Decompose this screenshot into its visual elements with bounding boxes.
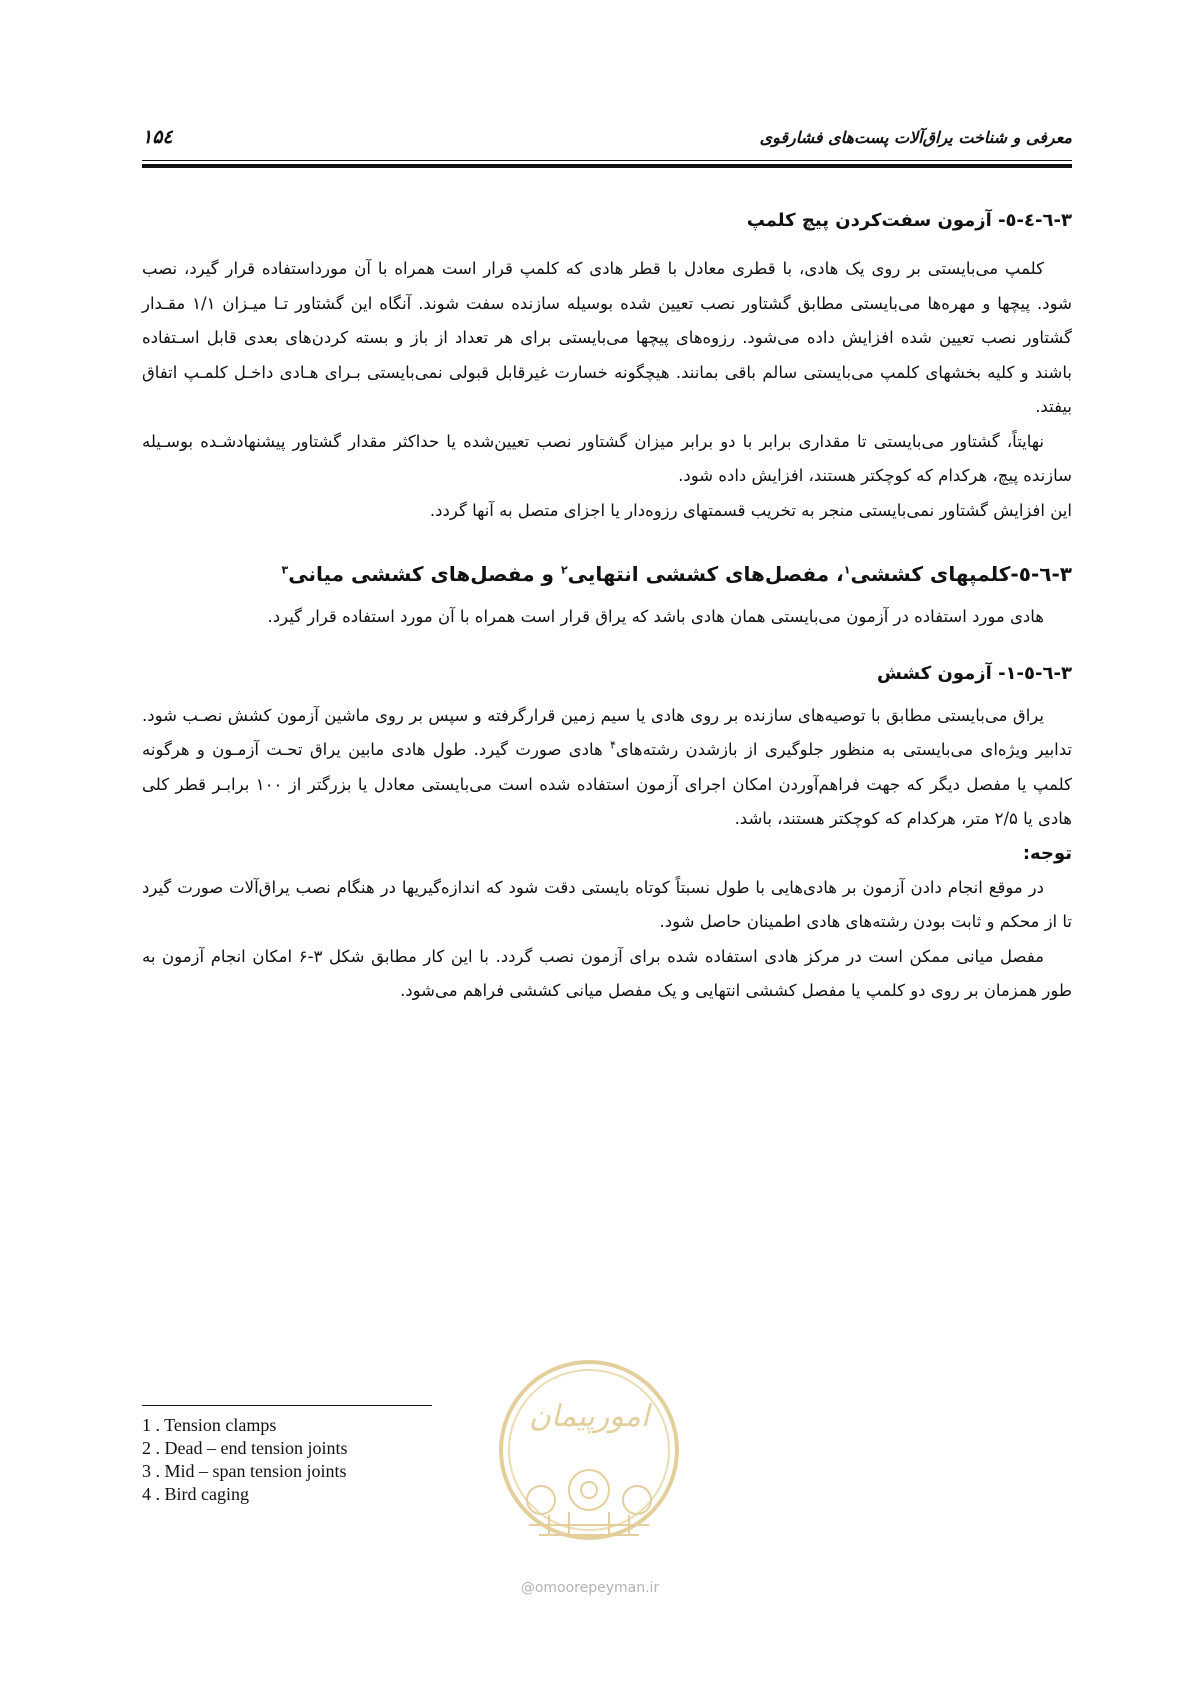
section-heading-bolt-tightening-test: ۳-٦-٤-٥- آزمون سفت‌کردن پیچ کلمپ bbox=[746, 210, 1072, 231]
footnote-item: 2 . Dead – end tension joints bbox=[142, 1438, 348, 1458]
paragraph-part: هادی صورت گیرد. طول هادی مابین یراق تحـت آزمـون و هرگونه کلمپ یا مفصل دیگر که جهت فراهم‌آوردن امکان اجرای آزمون استفاده شده است می‌بایستی معادل یا بزرگتر از ۱۰۰ برابـر قطر کلی هادی یا ۲/۵ متر، هرکدام که کوچکتر هستند، باشد. bbox=[142, 740, 1072, 828]
heading-part: ، مفصل‌های کششی انتهایی bbox=[567, 562, 844, 586]
footnote-rule bbox=[142, 1405, 432, 1406]
watermark-site: @omoorepeyman.ir bbox=[520, 1580, 660, 1596]
main-content bbox=[142, 204, 1072, 1009]
watermark-logo-text: امورپیمان bbox=[528, 1399, 650, 1434]
paragraph: در موقع انجام دادن آزمون بر هادی‌هایی با طول نسبتاً کوتاه بایستی دقت شود که اندازه‌گیریها در هنگام نصب یراق‌آلات صورت گیرد تا از محکم و ثابت بودن رشته‌های هادی اطمینان حاصل شود. bbox=[142, 877, 1072, 931]
paragraph: نهایتاً، گشتاور می‌بایستی تا مقداری برابر با دو برابر میزان گشتاور نصب تعیین‌شده یا حداکثر مقدار گشتاور پیشنهادشـده بوسـیله سازنده پیچ، هرکدام که کوچکتر هستند، افزایش داده شود. bbox=[142, 431, 1072, 485]
heading-part: و مفصل‌های کششی میانی bbox=[288, 562, 561, 586]
header-rule-thin bbox=[142, 160, 1072, 161]
page-header bbox=[142, 126, 1072, 186]
footnote-ref: ۱ bbox=[843, 563, 851, 577]
footnotes bbox=[142, 1405, 442, 1506]
footnote-item: 3 . Mid – span tension joints bbox=[142, 1461, 347, 1481]
paragraph bbox=[142, 699, 1072, 837]
heading-part: ۳-٦-٥-کلمپهای کششی bbox=[850, 562, 1072, 586]
paragraph: هادی مورد استفاده در آزمون می‌بایستی همان هادی باشد که یراق قرار است همراه با آن مورد استفاده قرار گیرد. bbox=[267, 607, 1044, 626]
page-number: ۱۵٤ bbox=[142, 126, 173, 148]
footnote-item: 4 . Bird caging bbox=[142, 1484, 249, 1504]
footnote-ref: ۴ bbox=[610, 738, 616, 752]
paragraph: مفصل میانی ممکن است در مرکز هادی استفاده شده برای آزمون نصب گردد. با این کار مطابق شکل ۳-۶ امکان انجام آزمون به طور همزمان بر روی دو کلمپ یا مفصل کششی انتهایی و یک مفصل میانی کششی فراهم می‌شود. bbox=[142, 946, 1072, 1000]
paragraph-part: یراق می‌بایستی مطابق با توصیه‌های سازنده بر روی هادی یا سیم زمین قرارگرفته و سپس بر روی ماشین آزمون کشش نصـب شود. تدابیر ویژه‌ای می‌بایستی به منظور جلوگیری از بازشدن رشته‌های bbox=[142, 705, 1072, 759]
footnote-ref: ۳ bbox=[281, 563, 289, 577]
note-label: توجه: bbox=[1022, 842, 1072, 864]
footnote-ref: ۲ bbox=[560, 563, 568, 577]
book-title: معرفی و شناخت یراق‌آلات پست‌های فشارقوی bbox=[759, 128, 1072, 147]
watermark-logo bbox=[489, 1340, 689, 1580]
footnote-item: 1 . Tension clamps bbox=[142, 1415, 277, 1435]
paragraph: کلمپ می‌بایستی بر روی یک هادی، با قطری معادل با قطر هادی که کلمپ قرار است همراه با آن مورداستفاده قرار گیرد، نصب شود. پیچها و مهره‌ها می‌بایستی مطابق گشتاور نصب تعیین شده بوسیله سازنده سفت شوند. آنگاه این گشتاور تـا میـزان ۱/۱ مقـدار گشتاور نصب تعیین شده افزایش داده می‌شود. رزوه‌های پیچها می‌بایستی برای هر تعداد از باز و بسته کردن‌های بعدی قابل اسـتفاده باشند و کلیه بخشهای کلمپ می‌بایستی سالم باقی بمانند. هیچگونه خسارت غیرقابل قبولی نمی‌بایستی بـرای هـادی داخـل کلمـپ اتفاق بیفتد. bbox=[142, 259, 1072, 416]
section-heading-tension-clamps bbox=[142, 554, 1072, 594]
header-rule-thick bbox=[142, 164, 1072, 168]
section-heading-tensile-test: ۳-٦-٥-۱- آزمون کشش bbox=[876, 662, 1072, 684]
paragraph: این افزایش گشتاور نمی‌بایستی منجر به تخریب قسمتهای رزوه‌دار یا اجزای متصل به آنها گردد. bbox=[429, 500, 1072, 520]
